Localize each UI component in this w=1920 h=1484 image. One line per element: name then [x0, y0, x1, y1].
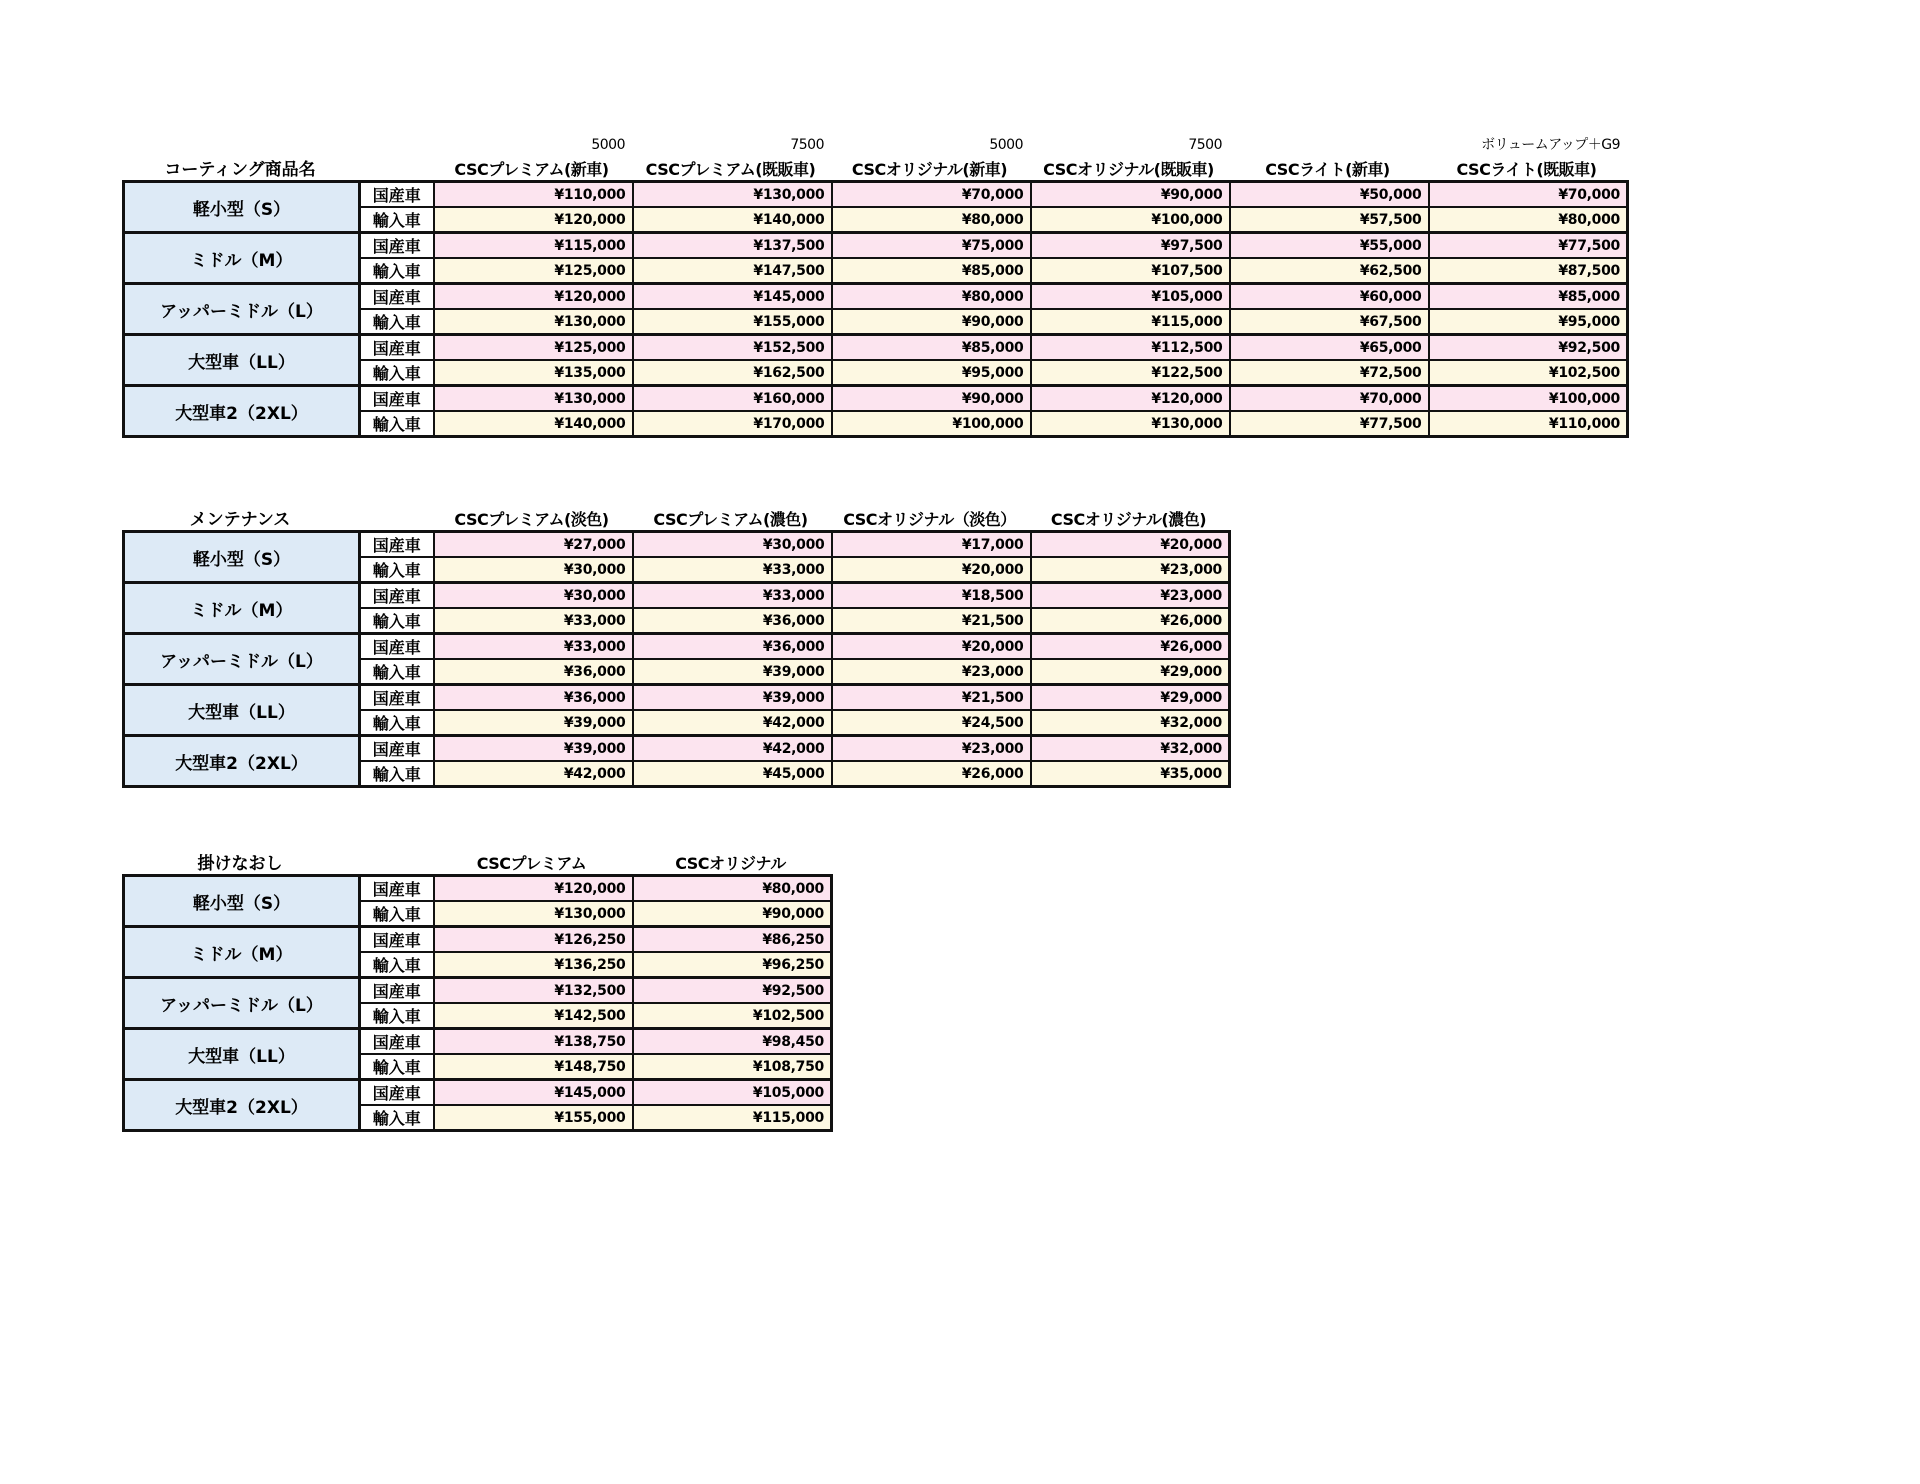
- price-cell: ¥105,000: [1031, 284, 1230, 310]
- price-cell: ¥90,000: [832, 386, 1031, 412]
- price-cell: ¥110,000: [434, 182, 633, 208]
- price-cell: ¥23,000: [1031, 557, 1230, 583]
- price-cell: ¥23,000: [832, 659, 1031, 685]
- origin-cell: 輸入車: [360, 1054, 434, 1080]
- price-cell: ¥90,000: [633, 901, 832, 927]
- price-cell: ¥115,000: [434, 233, 633, 259]
- price-cell: ¥77,500: [1230, 411, 1429, 437]
- recoat-price-section: [122, 850, 833, 1132]
- price-cell: ¥97,500: [1031, 233, 1230, 259]
- price-cell: ¥90,000: [1031, 182, 1230, 208]
- price-cell: ¥77,500: [1429, 233, 1628, 259]
- price-cell: ¥85,000: [1429, 284, 1628, 310]
- price-cell: ¥162,500: [633, 360, 832, 386]
- table-row: [124, 927, 832, 953]
- coating-header-row: [122, 156, 1629, 180]
- column-header: CSCプレミアム(新車): [454, 160, 609, 179]
- price-cell: ¥102,500: [1429, 360, 1628, 386]
- price-cell: ¥120,000: [434, 876, 633, 902]
- price-cell: ¥45,000: [633, 761, 832, 787]
- size-category-cell: ミドル（M）: [124, 927, 360, 978]
- column-header: CSCプレミアム(淡色): [454, 510, 609, 529]
- column-note: 7500: [1188, 137, 1222, 153]
- table-row: [124, 685, 1230, 711]
- price-cell: ¥33,000: [434, 634, 633, 660]
- price-cell: ¥142,500: [434, 1003, 633, 1029]
- origin-cell: 輸入車: [360, 608, 434, 634]
- price-cell: ¥115,000: [1031, 309, 1230, 335]
- price-cell: ¥155,000: [633, 309, 832, 335]
- price-cell: ¥90,000: [832, 309, 1031, 335]
- origin-cell: 国産車: [360, 736, 434, 762]
- origin-cell: 輸入車: [360, 360, 434, 386]
- price-cell: ¥100,000: [1429, 386, 1628, 412]
- price-cell: ¥130,000: [434, 386, 633, 412]
- price-cell: ¥21,500: [832, 608, 1031, 634]
- origin-cell: 国産車: [360, 978, 434, 1004]
- size-category-cell: ミドル（M）: [124, 233, 360, 284]
- size-category-cell: 大型車2（2XL）: [124, 1080, 360, 1131]
- column-header: CSCライト(既販車): [1456, 160, 1597, 179]
- price-cell: ¥100,000: [1031, 207, 1230, 233]
- price-cell: ¥120,000: [434, 284, 633, 310]
- price-cell: ¥136,250: [434, 952, 633, 978]
- column-note: ボリュームアップ＋G9: [1481, 137, 1620, 153]
- size-category-cell: 大型車（LL）: [124, 685, 360, 736]
- price-cell: ¥140,000: [434, 411, 633, 437]
- recoat-section-title: 掛けなおし: [197, 854, 283, 874]
- price-cell: ¥17,000: [832, 532, 1031, 558]
- price-cell: ¥32,000: [1031, 710, 1230, 736]
- price-cell: ¥26,000: [1031, 608, 1230, 634]
- price-cell: ¥137,500: [633, 233, 832, 259]
- price-cell: ¥140,000: [633, 207, 832, 233]
- price-cell: ¥107,500: [1031, 258, 1230, 284]
- price-cell: ¥120,000: [1031, 386, 1230, 412]
- price-cell: ¥35,000: [1031, 761, 1230, 787]
- column-note: 5000: [591, 137, 625, 153]
- origin-cell: 国産車: [360, 386, 434, 412]
- price-cell: ¥170,000: [633, 411, 832, 437]
- column-header: CSCプレミアム: [476, 854, 587, 873]
- price-cell: ¥132,500: [434, 978, 633, 1004]
- price-cell: ¥110,000: [1429, 411, 1628, 437]
- origin-cell: 国産車: [360, 233, 434, 259]
- table-row: [124, 335, 1628, 361]
- price-cell: ¥80,000: [832, 207, 1031, 233]
- size-category-cell: 軽小型（S）: [124, 532, 360, 583]
- origin-cell: 輸入車: [360, 411, 434, 437]
- column-header: CSCオリジナル（淡色）: [843, 510, 1016, 529]
- table-row: [124, 386, 1628, 412]
- price-cell: ¥36,000: [434, 659, 633, 685]
- price-cell: ¥95,000: [1429, 309, 1628, 335]
- price-cell: ¥130,000: [434, 901, 633, 927]
- price-cell: ¥42,000: [633, 710, 832, 736]
- price-cell: ¥36,000: [434, 685, 633, 711]
- price-cell: ¥20,000: [1031, 532, 1230, 558]
- column-header: CSCオリジナル(濃色): [1050, 510, 1207, 529]
- origin-cell: 国産車: [360, 284, 434, 310]
- price-cell: ¥21,500: [832, 685, 1031, 711]
- price-cell: ¥33,000: [633, 583, 832, 609]
- column-header: CSCオリジナル(新車): [851, 160, 1008, 179]
- price-cell: ¥26,000: [832, 761, 1031, 787]
- price-cell: ¥112,500: [1031, 335, 1230, 361]
- price-cell: ¥135,000: [434, 360, 633, 386]
- maintenance-price-table: [122, 530, 1231, 788]
- origin-cell: 輸入車: [360, 901, 434, 927]
- price-cell: ¥85,000: [832, 258, 1031, 284]
- column-note: 7500: [790, 137, 824, 153]
- size-category-cell: 大型車2（2XL）: [124, 386, 360, 437]
- price-cell: ¥130,000: [434, 309, 633, 335]
- price-cell: ¥29,000: [1031, 685, 1230, 711]
- price-cell: ¥108,750: [633, 1054, 832, 1080]
- price-cell: ¥160,000: [633, 386, 832, 412]
- price-cell: ¥98,450: [633, 1029, 832, 1055]
- price-cell: ¥57,500: [1230, 207, 1429, 233]
- price-cell: ¥155,000: [434, 1105, 633, 1131]
- table-row: [124, 284, 1628, 310]
- origin-cell: 輸入車: [360, 710, 434, 736]
- origin-cell: 輸入車: [360, 207, 434, 233]
- price-cell: ¥145,000: [434, 1080, 633, 1106]
- origin-cell: 国産車: [360, 335, 434, 361]
- origin-cell: 輸入車: [360, 761, 434, 787]
- price-cell: ¥92,500: [1429, 335, 1628, 361]
- origin-cell: 国産車: [360, 685, 434, 711]
- size-category-cell: アッパーミドル（L）: [124, 284, 360, 335]
- origin-cell: 国産車: [360, 876, 434, 902]
- size-category-cell: 大型車（LL）: [124, 335, 360, 386]
- table-row: [124, 233, 1628, 259]
- origin-cell: 国産車: [360, 182, 434, 208]
- origin-cell: 輸入車: [360, 952, 434, 978]
- price-cell: ¥122,500: [1031, 360, 1230, 386]
- table-row: [124, 532, 1230, 558]
- price-cell: ¥70,000: [1429, 182, 1628, 208]
- price-cell: ¥30,000: [633, 532, 832, 558]
- recoat-price-table: [122, 874, 833, 1132]
- price-cell: ¥105,000: [633, 1080, 832, 1106]
- price-cell: ¥23,000: [832, 736, 1031, 762]
- price-cell: ¥95,000: [832, 360, 1031, 386]
- origin-cell: 国産車: [360, 583, 434, 609]
- price-cell: ¥27,000: [434, 532, 633, 558]
- price-cell: ¥115,000: [633, 1105, 832, 1131]
- price-cell: ¥42,000: [434, 761, 633, 787]
- price-cell: ¥42,000: [633, 736, 832, 762]
- column-header: CSCライト(新車): [1265, 160, 1390, 179]
- column-header: CSCオリジナル(既販車): [1043, 160, 1214, 179]
- price-cell: ¥80,000: [1429, 207, 1628, 233]
- price-cell: ¥33,000: [633, 557, 832, 583]
- table-row: [124, 876, 832, 902]
- price-cell: ¥50,000: [1230, 182, 1429, 208]
- price-cell: ¥20,000: [832, 557, 1031, 583]
- price-cell: ¥130,000: [633, 182, 832, 208]
- price-cell: ¥67,500: [1230, 309, 1429, 335]
- price-cell: ¥23,000: [1031, 583, 1230, 609]
- price-cell: ¥100,000: [832, 411, 1031, 437]
- column-header: CSCオリジナル: [675, 854, 786, 873]
- price-cell: ¥39,000: [434, 710, 633, 736]
- price-cell: ¥60,000: [1230, 284, 1429, 310]
- price-cell: ¥92,500: [633, 978, 832, 1004]
- price-cell: ¥65,000: [1230, 335, 1429, 361]
- price-cell: ¥80,000: [633, 876, 832, 902]
- recoat-header-row: [122, 850, 833, 874]
- price-cell: ¥24,500: [832, 710, 1031, 736]
- origin-cell: 国産車: [360, 532, 434, 558]
- price-cell: ¥36,000: [633, 634, 832, 660]
- price-cell: ¥120,000: [434, 207, 633, 233]
- price-cell: ¥18,500: [832, 583, 1031, 609]
- table-row: [124, 182, 1628, 208]
- maintenance-price-section: [122, 506, 1231, 788]
- price-cell: ¥55,000: [1230, 233, 1429, 259]
- price-cell: ¥70,000: [832, 182, 1031, 208]
- origin-cell: 輸入車: [360, 258, 434, 284]
- origin-cell: 輸入車: [360, 1105, 434, 1131]
- price-cell: ¥125,000: [434, 258, 633, 284]
- table-row: [124, 583, 1230, 609]
- price-cell: ¥26,000: [1031, 634, 1230, 660]
- column-notes: [432, 134, 1629, 156]
- column-header: CSCプレミアム(既販車): [645, 160, 816, 179]
- price-cell: ¥148,750: [434, 1054, 633, 1080]
- price-cell: ¥80,000: [832, 284, 1031, 310]
- price-cell: ¥145,000: [633, 284, 832, 310]
- table-row: [124, 1029, 832, 1055]
- price-cell: ¥126,250: [434, 927, 633, 953]
- origin-cell: 輸入車: [360, 557, 434, 583]
- column-note: [1228, 134, 1427, 156]
- maintenance-header-row: [122, 506, 1231, 530]
- price-cell: ¥85,000: [832, 335, 1031, 361]
- column-note: 5000: [989, 137, 1023, 153]
- coating-section-title: コーティング商品名: [164, 160, 316, 180]
- price-cell: ¥96,250: [633, 952, 832, 978]
- table-row: [124, 978, 832, 1004]
- origin-cell: 国産車: [360, 1080, 434, 1106]
- price-cell: ¥138,750: [434, 1029, 633, 1055]
- price-cell: ¥130,000: [1031, 411, 1230, 437]
- price-cell: ¥86,250: [633, 927, 832, 953]
- price-cell: ¥29,000: [1031, 659, 1230, 685]
- origin-cell: 国産車: [360, 927, 434, 953]
- price-cell: ¥147,500: [633, 258, 832, 284]
- size-category-cell: アッパーミドル（L）: [124, 634, 360, 685]
- price-cell: ¥152,500: [633, 335, 832, 361]
- origin-cell: 輸入車: [360, 1003, 434, 1029]
- price-cell: ¥75,000: [832, 233, 1031, 259]
- maintenance-section-title: メンテナンス: [189, 510, 291, 530]
- size-category-cell: アッパーミドル（L）: [124, 978, 360, 1029]
- price-cell: ¥39,000: [434, 736, 633, 762]
- price-cell: ¥33,000: [434, 608, 633, 634]
- size-category-cell: 大型車（LL）: [124, 1029, 360, 1080]
- column-header: CSCプレミアム(濃色): [653, 510, 808, 529]
- size-category-cell: 軽小型（S）: [124, 182, 360, 233]
- origin-cell: 国産車: [360, 634, 434, 660]
- origin-cell: 輸入車: [360, 309, 434, 335]
- table-row: [124, 736, 1230, 762]
- price-cell: ¥30,000: [434, 583, 633, 609]
- coating-price-table: [122, 180, 1629, 438]
- price-cell: ¥125,000: [434, 335, 633, 361]
- price-cell: ¥72,500: [1230, 360, 1429, 386]
- size-category-cell: 大型車2（2XL）: [124, 736, 360, 787]
- price-cell: ¥87,500: [1429, 258, 1628, 284]
- table-row: [124, 634, 1230, 660]
- size-category-cell: 軽小型（S）: [124, 876, 360, 927]
- price-cell: ¥102,500: [633, 1003, 832, 1029]
- price-cell: ¥32,000: [1031, 736, 1230, 762]
- origin-cell: 輸入車: [360, 659, 434, 685]
- price-cell: ¥39,000: [633, 685, 832, 711]
- table-row: [124, 1080, 832, 1106]
- coating-price-section: [122, 134, 1629, 438]
- price-cell: ¥20,000: [832, 634, 1031, 660]
- price-cell: ¥62,500: [1230, 258, 1429, 284]
- origin-cell: 国産車: [360, 1029, 434, 1055]
- price-cell: ¥70,000: [1230, 386, 1429, 412]
- price-cell: ¥30,000: [434, 557, 633, 583]
- price-cell: ¥39,000: [633, 659, 832, 685]
- price-cell: ¥36,000: [633, 608, 832, 634]
- size-category-cell: ミドル（M）: [124, 583, 360, 634]
